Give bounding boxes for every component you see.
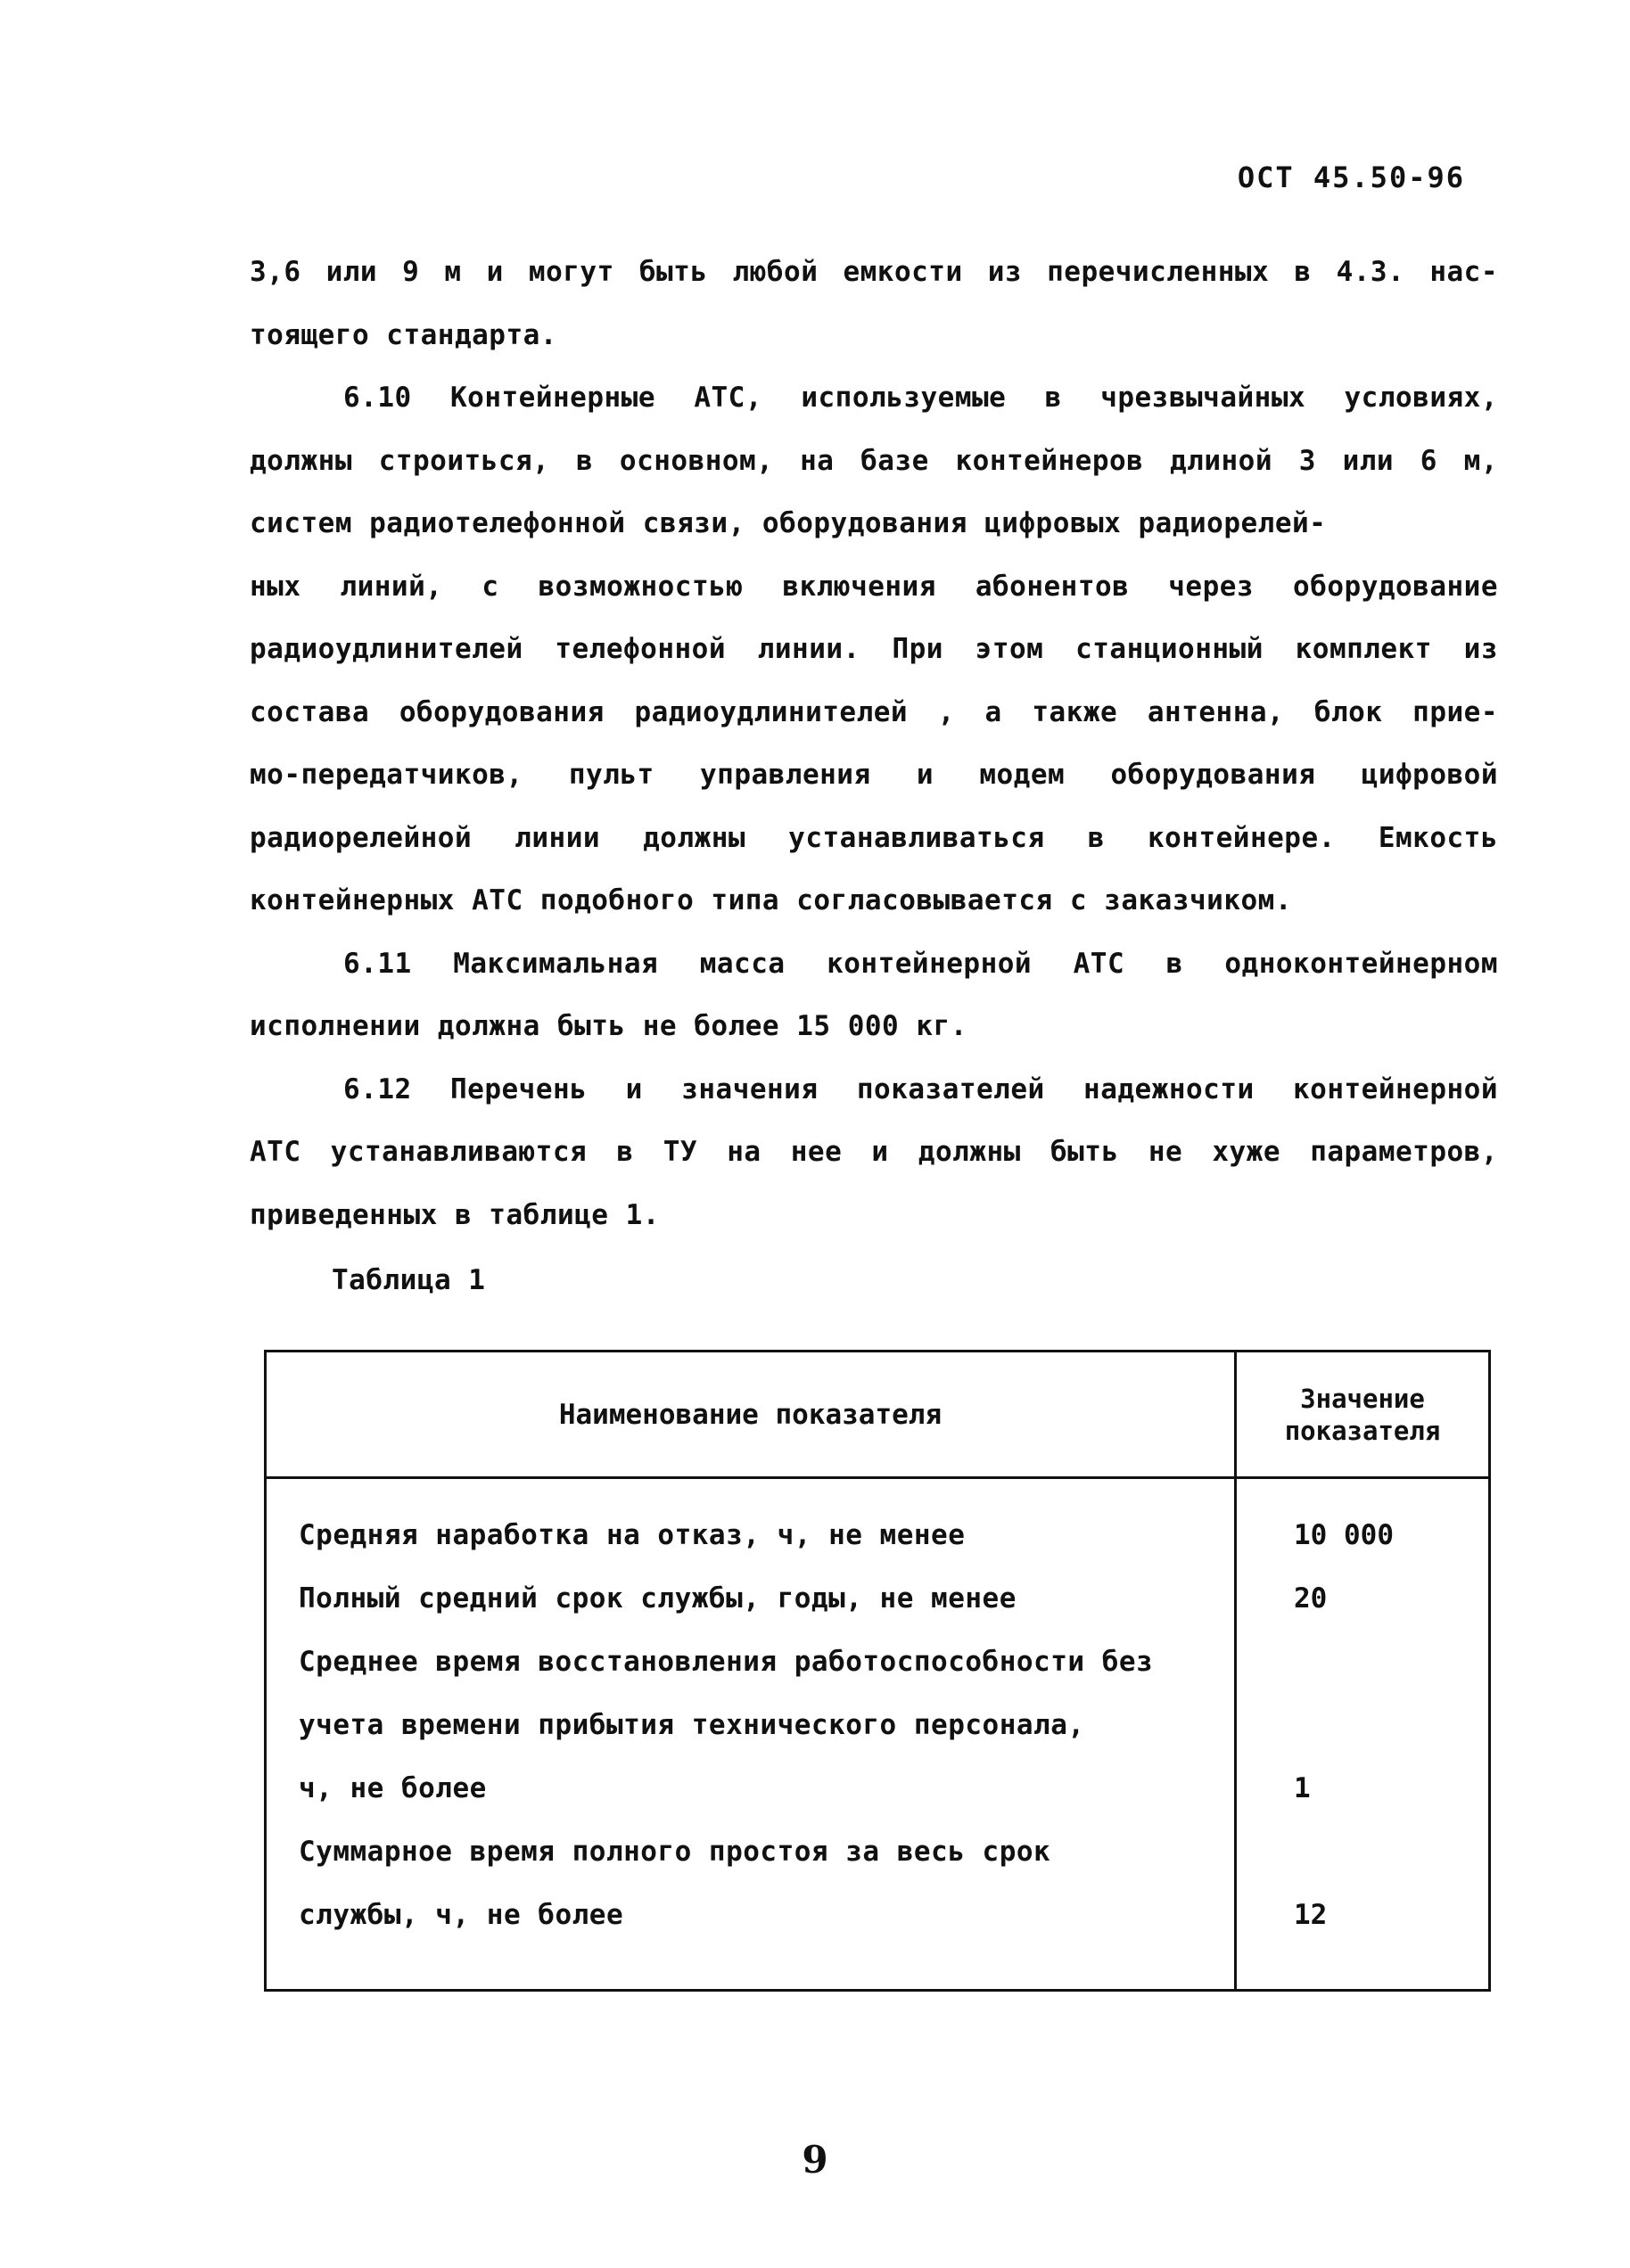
table-row — [267, 1567, 1488, 1631]
text-line: радиорелейной линии должны устанавливаться в контейнере. Емкость — [250, 821, 1498, 854]
text-line: состава оборудования радиоудлинителей , а также антенна, блок прие- — [250, 695, 1498, 728]
indicator-name: ч, не более — [299, 1772, 487, 1804]
header-value-line: Значение — [1300, 1383, 1425, 1414]
header-indicator-name: Наименование показателя — [558, 1398, 943, 1431]
text-line: тоящего стандарта. — [250, 318, 557, 351]
text-line: приведенных в таблице 1. — [250, 1198, 660, 1231]
indicator-name: учета времени прибытия технического персонала, — [299, 1709, 1085, 1741]
reliability-table — [264, 1350, 1491, 1992]
text-line: исполнении должна быть не более 15 000 кг. — [250, 1010, 967, 1042]
text-line: АТС устанавливаются в ТУ на нее и должны быть не хуже параметров, — [250, 1136, 1498, 1168]
text-line: систем радиотелефонной связи, оборудования цифровых радиорелей- — [250, 507, 1327, 539]
table-row — [267, 1504, 1488, 1567]
table-header-row — [267, 1352, 1488, 1479]
indicator-name: Суммарное время полного простоя за весь срок — [299, 1836, 1051, 1868]
indicator-name-cell — [299, 1820, 1226, 1947]
section-6-12-first-line: 6.12 Перечень и значения показателей надежности контейнерной — [343, 1072, 1498, 1105]
indicator-value: 10 000 — [1294, 1519, 1394, 1551]
section-6-11-first-line: 6.11 Максимальная масса контейнерной АТС в одноконтейнерном — [343, 947, 1498, 980]
indicator-value: 1 — [1294, 1772, 1311, 1804]
indicator-name: Средняя наработка на отказ, ч, не менее — [299, 1519, 966, 1551]
indicator-name-cell — [299, 1567, 1226, 1631]
indicator-name: Среднее время восстановления работоспособности без — [299, 1646, 1154, 1678]
indicator-name-cell — [299, 1631, 1226, 1820]
table-row — [267, 1631, 1488, 1820]
text-line: радиоудлинителей телефонной линии. При этом станционный комплект из — [250, 633, 1498, 665]
indicator-name: Полный средний срок службы, годы, не менее — [299, 1582, 1017, 1615]
header-value-line: показателя — [1284, 1415, 1441, 1446]
indicator-name-cell — [299, 1504, 1226, 1567]
header-indicator-value — [1237, 1352, 1488, 1476]
text-line: ных линий, с возможностью включения абонентов через оборудование — [250, 570, 1498, 603]
document-code: ОСТ 45.50-96 — [1237, 160, 1465, 194]
section-6-10-first-line: 6.10 Контейнерные АТС, используемые в чрезвычайных условиях, — [343, 382, 1498, 414]
text-line: мо-передатчиков, пульт управления и модем оборудования цифровой — [250, 759, 1498, 791]
text-line: 3,6 или 9 м и могут быть любой емкости из перечисленных в 4.3. нас- — [250, 256, 1498, 288]
table-body — [267, 1504, 1488, 1947]
indicator-value: 20 — [1294, 1582, 1328, 1615]
text-line: должны строиться, в основном, на базе контейнеров длиной 3 или 6 м, — [250, 444, 1498, 477]
indicator-value: 12 — [1294, 1899, 1328, 1931]
indicator-name: службы, ч, не более — [299, 1899, 624, 1931]
text-line: контейнерных АТС подобного типа согласовывается с заказчиком. — [250, 884, 1292, 916]
body-text — [250, 241, 1498, 1246]
table-caption: Таблица 1 — [332, 1264, 486, 1296]
page-number: 9 — [802, 2138, 828, 2182]
table-row — [267, 1820, 1488, 1947]
